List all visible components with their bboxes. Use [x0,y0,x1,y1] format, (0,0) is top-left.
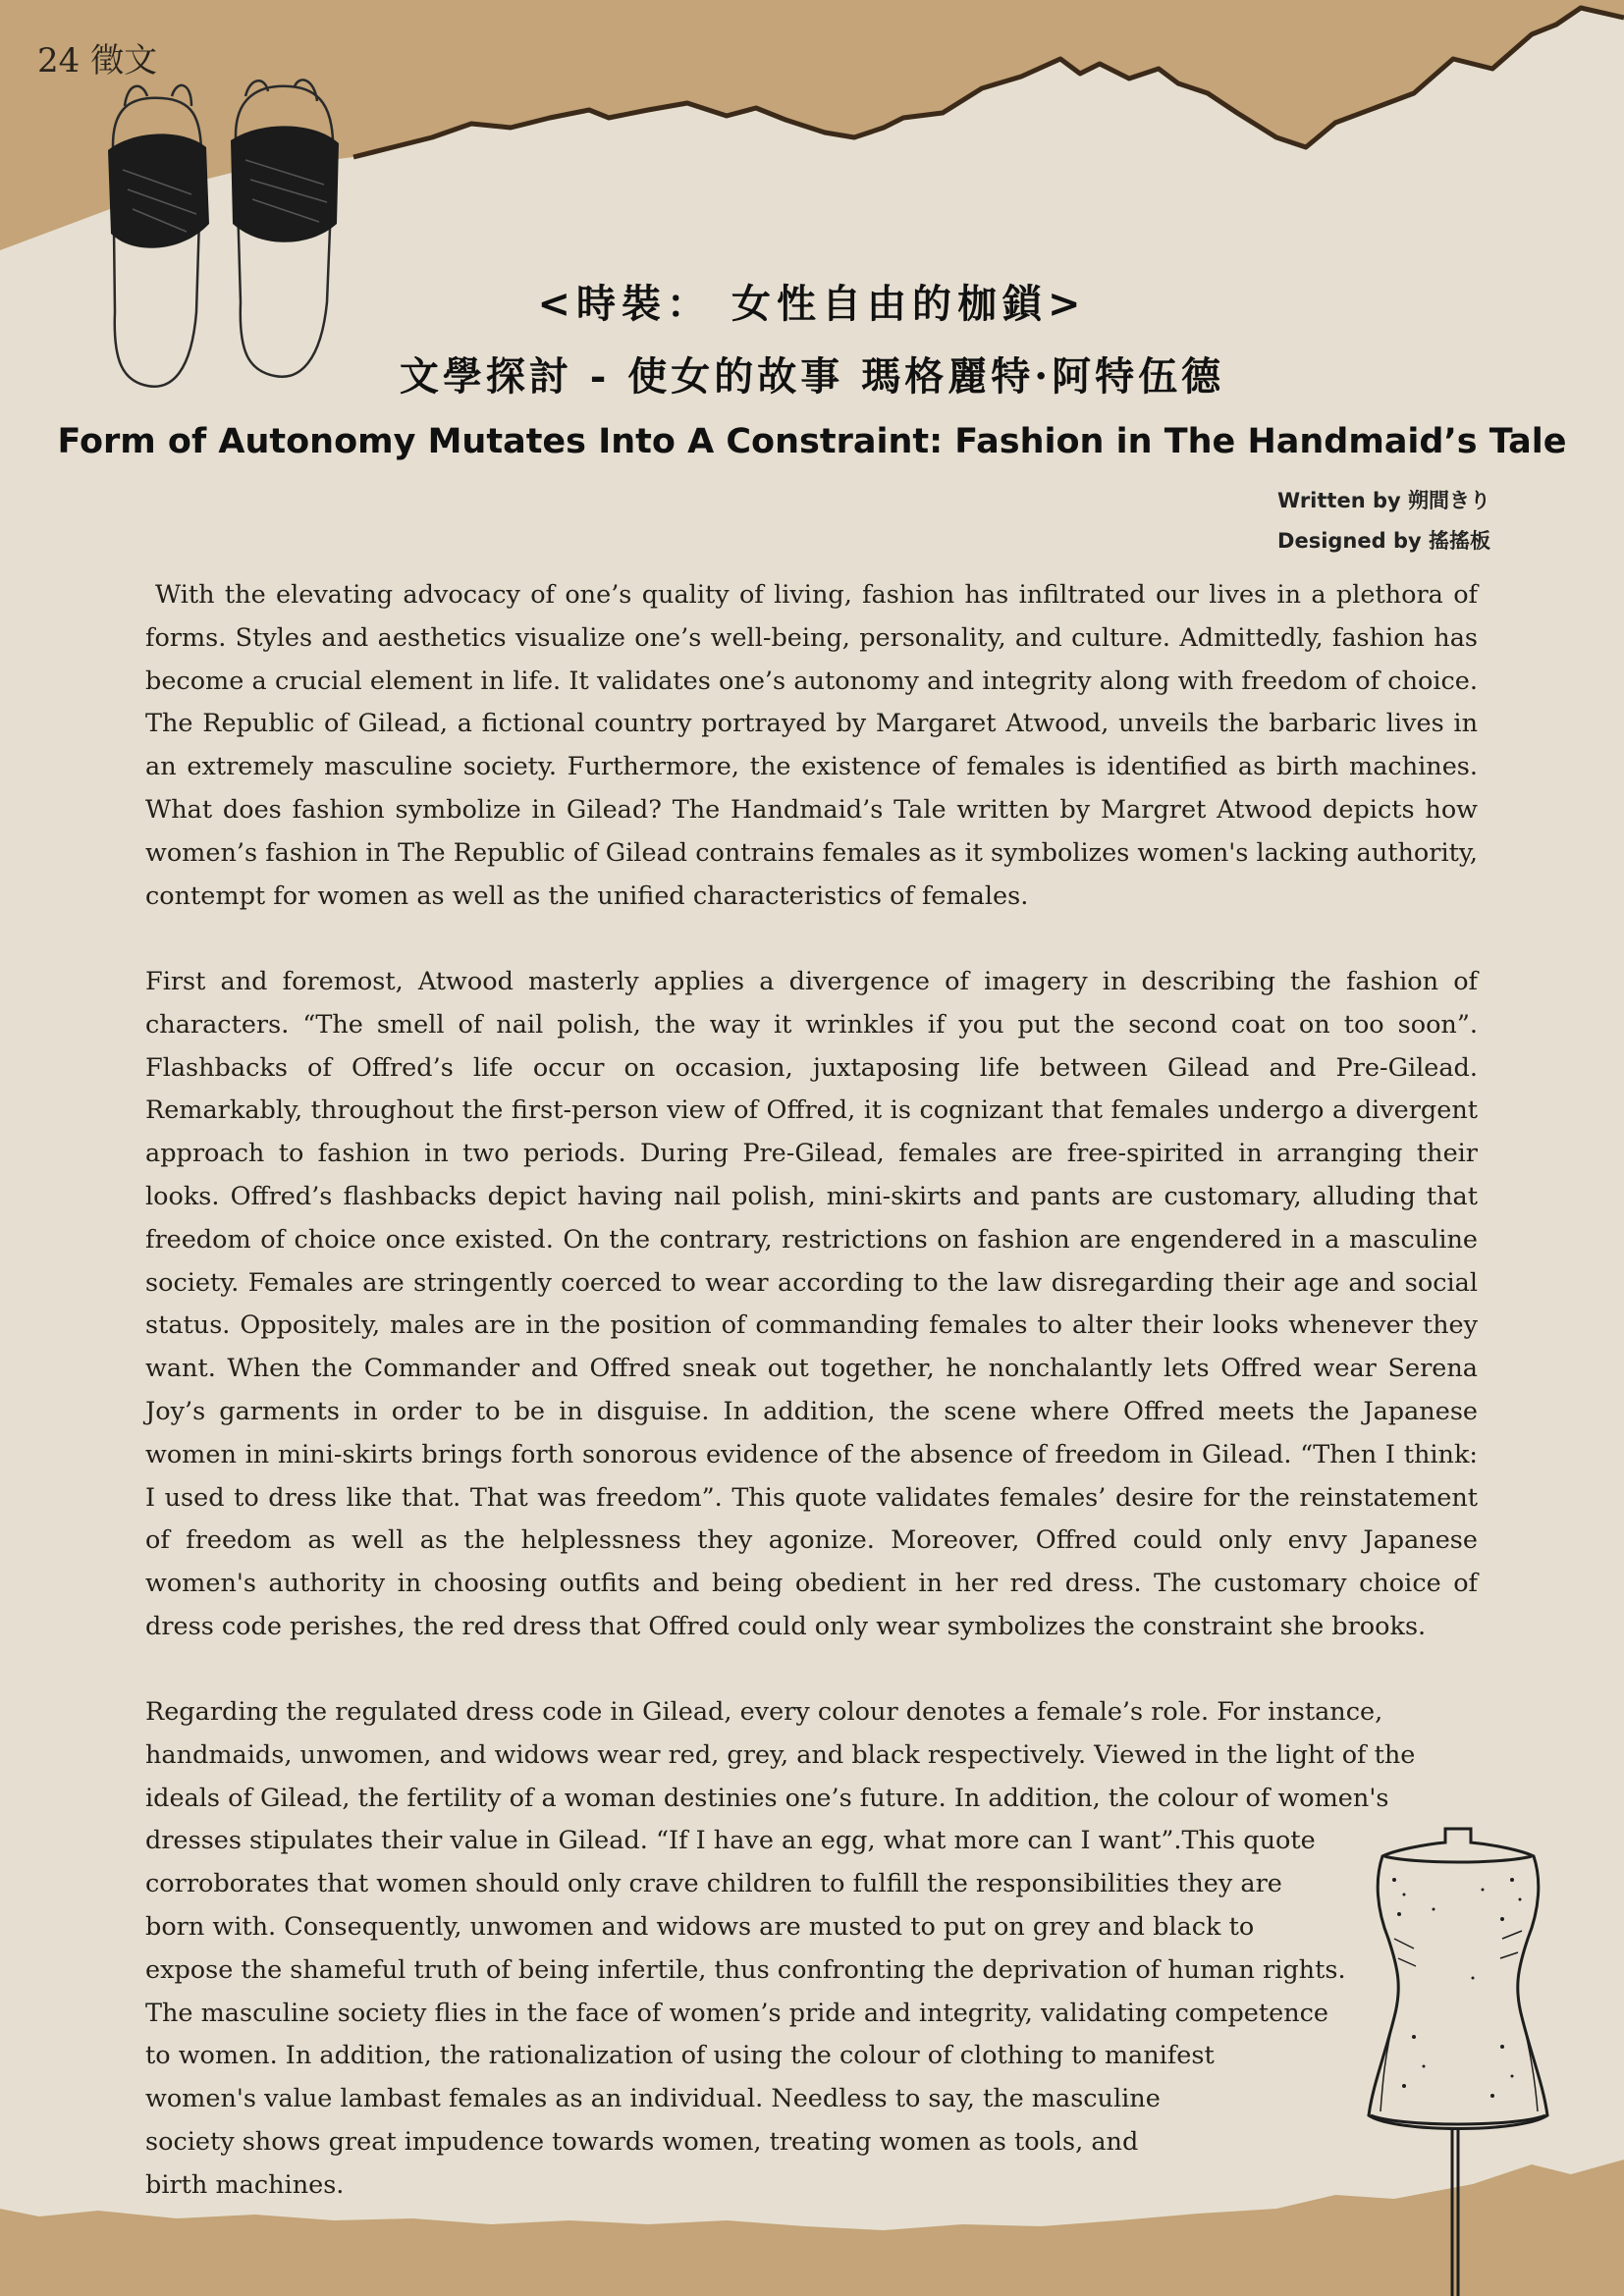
article-paragraph-3 [145,1691,1478,2208]
paragraph-text: With the elevating advocacy of one’s quality of living, fashion has infiltrated our lives in a plethora of forms. Styles and aesthetics visualize one’s well-being, personality, and culture. Admittedly, fashion has become a crucial element in life. It validates one’s autonomy and integrity along with freedom of choice. The Republic of Gilead, a fictional country portrayed by Margaret Atwood, unveils the barbaric lives in an extremely masculine society. Furthermore, the existence of females is identified as birth machines. What does fashion symbolize in Gilead? The Handmaid’s Tale written by Margret Atwood depicts how women’s fashion in The Republic of Gilead contrains females as it symbolizes women's lacking authority, contempt for women as well as the unified characteristics of females. [145,580,1478,911]
paragraph-line: corroborates that women should only crave children to fulfill the responsibilities they are [145,1869,1282,1899]
designed-by-credit [1277,525,1490,555]
paragraph-text: First and foremost, Atwood masterly applies a divergence of imagery in describing the fashion of characters. “The smell of nail polish, the way it wrinkles if you put the second coat on too soon”. Flashbacks of Offred’s life occur on occasion, juxtaposing life between Gilead and Pre-Gilead. Remarkably, throughout the first-person view of Offred, it is cognizant that females undergo a divergent approach to fashion in two periods. During Pre-Gilead, females are free-spirited in arranging their looks. Offred’s flashbacks depict having nail polish, mini-skirts and pants are customary, alluding that freedom of choice once existed. On the contrary, restrictions on fashion are engendered in a masculine society. Females are stringently coerced to wear according to the law disregarding their age and social status. Oppositely, males are in the position of commanding females to alter their looks whenever they want. When the Commander and Offred sneak out together, he nonchalantly lets Offred wear Serena Joy’s garments in order to be in disguise. In addition, the scene where Offred meets the Japanese women in mini-skirts brings forth sonorous evidence of the absence of freedom in Gilead. “Then I think: I used to dress like that. That was freedom”. This quote validates females’ desire for the reinstatement of freedom as well as the helplessness they agonize. Moreover, Offred could only envy Japanese women's authority in choosing outfits and being obedient in her red dress. The customary choice of dress code perishes, the red dress that Offred could only wear symbolizes the constraint she brooks. [145,967,1478,1641]
written-by-label: Written by [1277,489,1401,512]
dress-form-illustration [1355,1821,1561,2296]
paragraph-line: women's value lambast females as an individual. Needless to say, the masculine [145,2084,1161,2114]
paragraph-line: handmaids, unwomen, and widows wear red, grey, and black respectively. Viewed in the light of the [145,1739,1416,1770]
designed-by-label: Designed by [1277,529,1422,553]
title-english: Form of Autonomy Mutates Into A Constraint: Fashion in The Handmaid’s Tale [57,422,1567,461]
paragraph-line: birth machines. [145,2169,345,2200]
article-paragraph-2 [145,961,1478,1649]
designed-by-name: 搖搖板 [1429,528,1490,553]
paragraph-line: dresses stipulates their value in Gilead. “If I have an egg, what more can I want”.This quote [145,1826,1316,1856]
paragraph-line: expose the shameful truth of being infertile, thus confronting the deprivation of human rights. [145,1954,1346,1985]
paragraph-line: society shows great impudence towards women, treating women as tools, and [145,2126,1139,2157]
written-by-name: 朔間きり [1408,488,1490,512]
paragraph-line: Regarding the regulated dress code in Gilead, every colour denotes a female’s role. For instance, [145,1697,1383,1727]
paragraph-line: born with. Consequently, unwomen and widows are musted to put on grey and black to [145,1911,1255,1942]
paragraph-line: to women. In addition, the rationalization of using the colour of clothing to manifest [145,2041,1215,2071]
written-by-credit [1277,485,1490,514]
article-paragraph-1 [145,574,1478,918]
title-chinese-1: <時裝： 女性自由的枷鎖> [537,281,1087,327]
paragraph-line: The masculine society flies in the face of women’s pride and integrity, validating competence [145,1998,1329,2028]
page-number: 24 徵文 [37,41,158,80]
title-chinese-2: 文學探討 - 使女的故事 瑪格麗特·阿特伍德 [399,353,1225,400]
paragraph-line: ideals of Gilead, the fertility of a woman destinies one’s future. In addition, the colour of women's [145,1783,1389,1813]
